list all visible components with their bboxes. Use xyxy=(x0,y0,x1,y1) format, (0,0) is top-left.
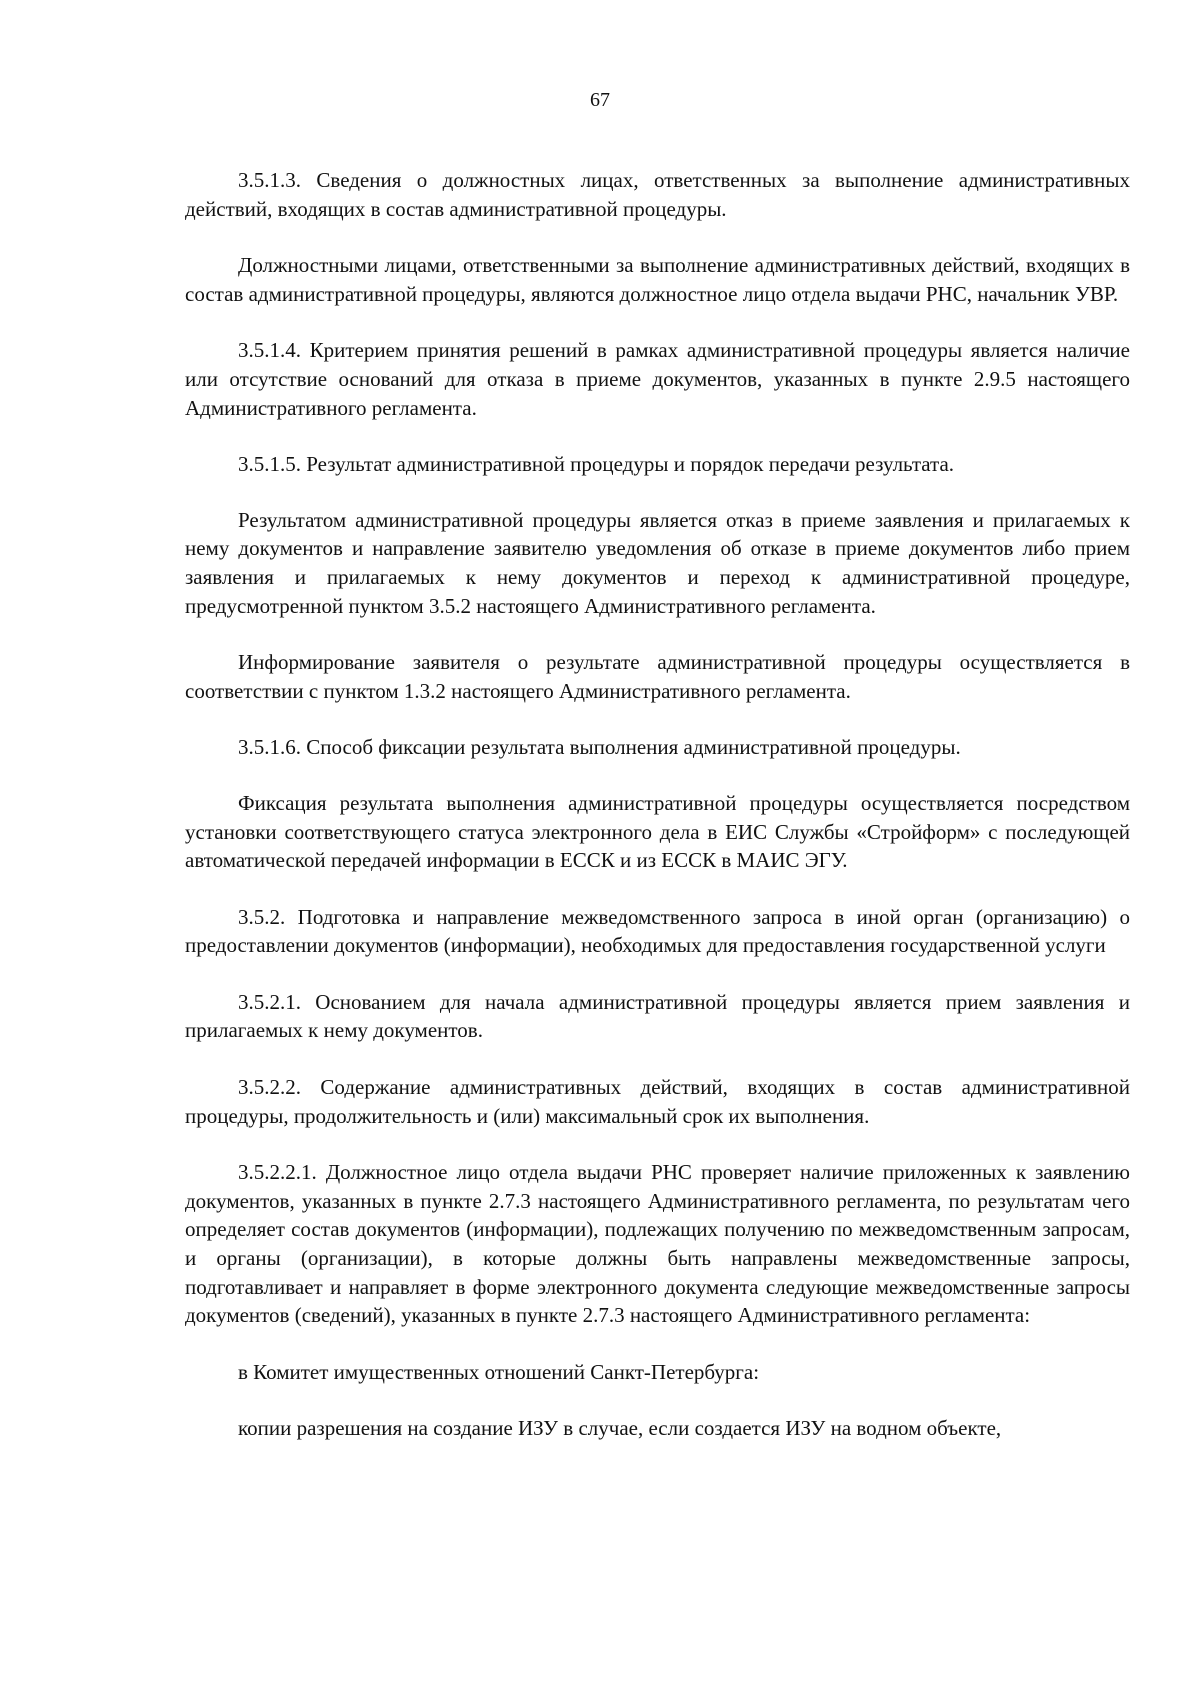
paragraph-applicant-informing: Информирование заявителя о результате административной процедуры осуществляется в соответствии с пунктом 1.3.2 настоящего Административного регламента. xyxy=(185,650,1130,703)
paragraph-3-5-2-2-1: 3.5.2.2.1. Должностное лицо отдела выдачи РНС проверяет наличие приложенных к заявлению документов, указанных в пункте 2.7.3 настоящего Административного регламента, по результатам чего определяет состав документов (информации), подлежащих получению по межведомственным запросам, и органы (организации), в которые должны быть направлены межведомственные запросы, подготавливает и направляет в форме электронного документа следующие межведомственные запросы документов (сведений), указанных в пункте 2.7.3 настоящего Административного регламента: xyxy=(185,1160,1130,1328)
paragraph-3-5-2-1: 3.5.2.1. Основанием для начала административной процедуры является прием заявления и прилагаемых к нему документов. xyxy=(185,989,1130,1043)
paragraph-3-5-1-6: 3.5.1.6. Способ фиксации результата выполнения административной процедуры. xyxy=(238,735,961,760)
paragraph-property-committee: в Комитет имущественных отношений Санкт-Петербурга: xyxy=(238,1359,760,1384)
paragraph-3-5-1-4: 3.5.1.4. Критерием принятия решений в рамках административной процедуры является наличие или отсутствие оснований для отказа в приеме документов, указанных в пункте 2.9.5 настоящего Административного регламента. xyxy=(185,338,1130,420)
paragraph-3-5-1-3: 3.5.1.3. Сведения о должностных лицах, ответственных за выполнение административных действий, входящих в состав административной процедуры. xyxy=(185,168,1130,221)
paragraph-3-5-1-5: 3.5.1.5. Результат административной процедуры и порядок передачи результата. xyxy=(238,452,955,477)
paragraph-3-5-2-2: 3.5.2.2. Содержание административных действий, входящих в состав административной процедуры, продолжительность и (или) максимальный срок их выполнения. xyxy=(185,1075,1130,1128)
page-number: 67 xyxy=(590,89,610,111)
paragraph-result-fixation: Фиксация результата выполнения административной процедуры осуществляется посредством установки соответствующего статуса электронного дела в ЕИС Службы «Стройформ» с последующей автоматической передачей информации в ЕССК и из ЕССК в МАИС ЭГУ. xyxy=(185,790,1130,873)
paragraph-3-5-2: 3.5.2. Подготовка и направление межведомственного запроса в иной орган (организацию) о предоставлении документов (информации), необходимых для предоставления государственной услуги xyxy=(185,904,1130,958)
paragraph-responsible-officials: Должностными лицами, ответственными за выполнение административных действий, входящих в состав административной процедуры, являются должностное лицо отдела выдачи РНС, начальник УВР. xyxy=(185,253,1130,306)
document-body xyxy=(185,166,1130,1471)
paragraph-procedure-result: Результатом административной процедуры является отказ в приеме заявления и прилагаемых к нему документов и направление заявителю уведомления об отказе в приеме документов либо прием заявления и прилагаемых к нему документов и переход к административной процедуре, предусмотренной пунктом 3.5.2 настоящего Административного регламента. xyxy=(185,507,1130,618)
paragraph-permit-copies: копии разрешения на создание ИЗУ в случае, если создается ИЗУ на водном объекте, xyxy=(238,1416,1002,1441)
